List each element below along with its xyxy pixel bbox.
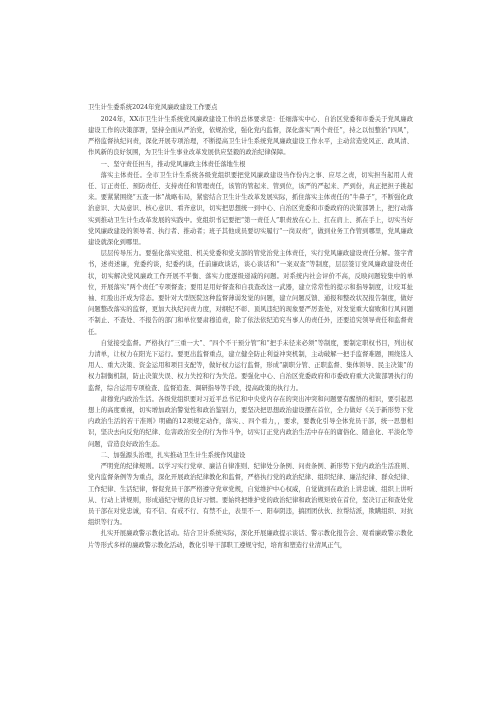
section-heading: 一、坚守责任担当，推动党风廉政主体责任落地生根 (100, 160, 246, 168)
paragraph: 自觉接受监督。严格执行“三重一大”、“四个不干预分管”和“把手未径来必须”等制度，要制定职权书目，列出权力清单，让权力在阳光下运行。要更出监督重点，建立健全防止利益冲突机制，主动破解一把手监督难题，围绕选人用人、重大决策、资金运用和项目支配等，做好权力运行监督，形成“副职分管、正职监督、集体领导、民主决策”的权力制衡机制，防止决策失误、权力失控和行为失范。要强化中心、自治区党委政府和市委政府重大决策部署执行的监督，综合运用专项检查、监督追查、调研指导等手段，提高政策的执行力。 (88, 339, 413, 392)
paragraph: 扎实开展廉政警示教化活动。结合卫计系统实际，深化开展廉政提示谈话、警示教化报告会、观看廉政警示教化片等形式多样的廉政警示教化活动，教化引导干部职工遵规守纪，培育和塑造行业清风正气， (88, 530, 413, 549)
paragraph: 落实主体责任。全市卫生计生系统各级党组织要把党风廉政建设当作份内之事、应尽之责，切实担当起用人责任、订正责任、预防责任、支持责任和管理责任，该管的管起来、管到位，该严的严起来、严到份，真正把担子挑起来。要紧紧围绕“五查一体”战略布局，紧密结合卫生计生改革发展实际，抓住落实主体责任的“牛鼻子”，不断强化政治意识、大局意识、核心意识、看齐意识，切实把思想统一到中心、自治区党委和市委政府的决策部署上，把行动落实到推动卫生计生改革发展的实践中。党组织书记要把“第一责任人”职责放在心上、扛在肩上、抓在手上，切实当好党风廉政建设的领导者、执行者、推动者；班子其他成员要切实履行“一岗双责”，做到业务工作管到哪里，党风廉政建设就深化到哪里。 (88, 171, 413, 247)
paragraph: 层层传导压力。要强化落实党组、机关党委和党支部的管党治党主体责任，实行党风廉政建设责任分解。签字背书，述责述廉，党委约谈，纪委约谈，任前廉政谈话，谈心谈话和“一案双查”等制度，层层签订党风廉政建设责任状，切实解决党风廉政工作开展不平衡、落实力度逐级递减的问题。对系统内社会评价不高，反映问题较集中的单位，开展落实“两个责任”专项督查；要用足用好督查和自我查改这一武器，建立常常性的提示和指导制度，让咬耳扯袖、红脸出汗成为常态。要针对大型医院这种监督薄弱发觉的问题，建立问题反馈、通报和整改状况报告制度，做好问题整改落实的监督，更加大执纪问责力度，对纲纪不彰、顶风违纪的现象要严厉查处，对发觉重大腐败和行风问题不制止、不查处、不报告的部门和单位要肃穆追责，除了依法依纪追究当事人的责任外，还要追究领导责任和监督责任。 (88, 250, 413, 336)
section-heading: 二、加强源头治理，扎实推动卫生计生系统作风建设 (100, 451, 246, 459)
document-title: 卫生计生委系统2024年党风廉政建设工作要点 (88, 104, 218, 111)
document-body (88, 102, 413, 551)
paragraph: 严明党的纪律规则。以学习实行党章、廉洁自律准则、纪律处分条例、问责条例、新形势下党内政治生活准则、党内监督条例等为重点，深化开展政治纪律教化和监督，严格执行党的政治纪律、组织纪律、廉洁纪律、群众纪律、工作纪律、生活纪律，督促党员干部严格遵守党章党规，自觉维护中心权威，自觉做到在政治上讲忠诚、组织上讲听从、行动上讲规则，形成通纪守规的良好习惯。要始终把维护党的政治纪律和政治规矩放在首位，坚决订正和查处党员干部在对党忠诚，有不信、有戒不行、有禁不止，表里不一、阳奉阴违，搞团团伙伙、拉帮结派，欺瞒组织、对抗组织等行为。 (88, 463, 413, 527)
paragraph: 2024年，XX市卫生计生系统党风廉政建设工作的总体要求是：任细落实中心、自治区党委和市委关于党风廉政建设工作的决策部署，坚持全面从严治党，依规治党，强化党内监督，深化落实“两个责任”，持之以恒整治“四风”，严格监督执纪问责，深化开展专项治理，不断提高卫生计生系统党风廉政建设工作水平，主动营造党风正、政风清、作风新的良好氛围，为卫生计生事业改革发展供应坚毅的政治纪律保障。 (88, 115, 413, 157)
paragraph: 肃穆党内政治生活。各级党组织要对习近平总书记和中央党内存在的突出冲突和问题要有醒悟的相识，要引起思想上的高度重视，切实增加政治警觉性和政治鉴别力，要坚决把思想政治建设摆在首位，全力做好《关于新形势下党内政治生活的若干准则》明确的12项规定动作，落实、、四个看力，，要求，要教化引导全体党员干部，统一思想相识，坚决去向反党的纪律、危害政治安全的行为作斗争，切实订正党内政治生活中存在的庸俗化、随意化、平淡化等问题，营造良好政治生态。 (88, 395, 413, 448)
